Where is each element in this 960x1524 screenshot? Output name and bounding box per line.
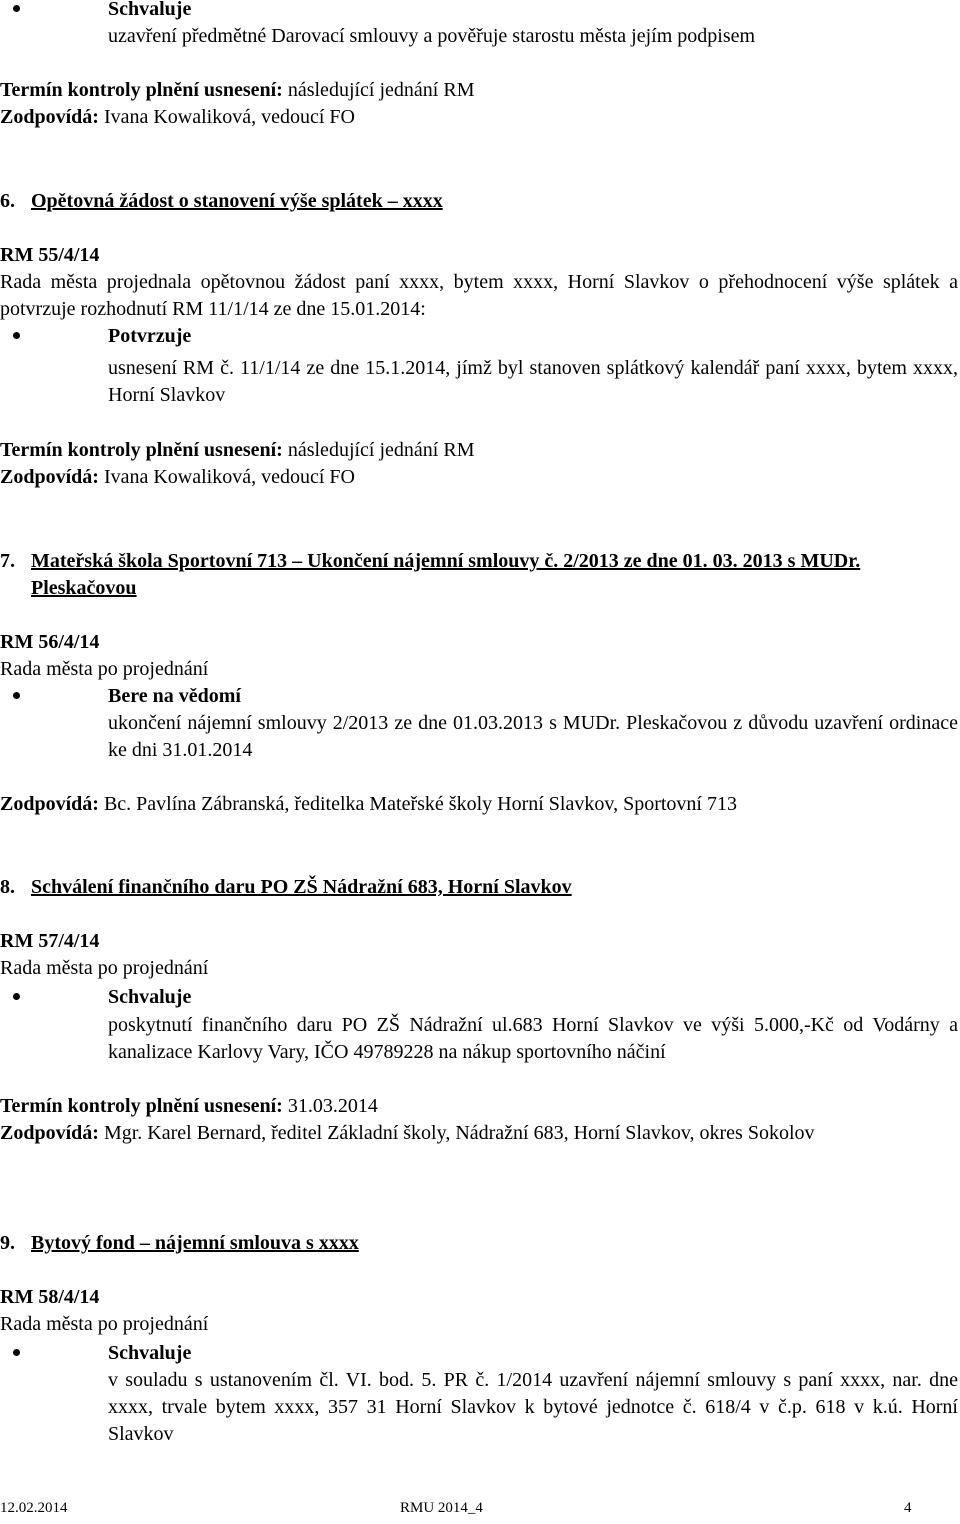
term-line [0, 1093, 958, 1120]
term-label: Termín kontroly plnění usnesení: [0, 439, 283, 461]
bullet-text: v souladu s ustanovením čl. VI. bod. 5. PR č. 1/2014 uzavření nájemní smlouvy s paní xxxx, nar. dne xxxx, trvale bytem xxxx, 357 31 Horní Slavkov k bytové jednotce č. 618/4 v č.p. 618 v k.ú. Horní Slavkov [108, 1369, 958, 1445]
responsible-value: Bc. Pavlína Zábranská, ředitelka Mateřské školy Horní Slavkov, Sportovní 713 [98, 793, 737, 815]
item-heading [0, 1230, 958, 1257]
responsible-line [0, 464, 958, 491]
responsible-label: Zodpovídá: [0, 106, 99, 128]
resolution-intro: Rada města po projednání [0, 658, 209, 680]
term-line [0, 77, 958, 104]
responsible-label: Zodpovídá: [0, 466, 99, 488]
term-label: Termín kontroly plnění usnesení: [0, 79, 283, 101]
bullet-label: Schvaluje [108, 1342, 192, 1364]
responsible-line [0, 104, 958, 131]
bullet-dot-icon [13, 5, 20, 12]
bullet-label: Potvrzuje [108, 325, 192, 347]
bullet-text: uzavření předmětné Darovací smlouvy a pověřuje starostu města jejím podpisem [108, 25, 756, 47]
term-value: následující jednání RM [282, 439, 475, 461]
resolution-number: RM 57/4/14 [0, 930, 100, 952]
item-heading [0, 548, 958, 602]
bullet-text: ukončení nájemní smlouvy 2/2013 ze dne 01.03.2013 s MUDr. Pleskačovou z důvodu uzavření ordinace ke dni 31.01.2014 [108, 712, 958, 761]
item-number: 8. [0, 876, 15, 898]
bullet-dot-icon [13, 1349, 20, 1356]
responsible-value: Ivana Kowaliková, vedoucí FO [98, 106, 355, 128]
bullet-dot-icon [13, 332, 20, 339]
term-value: 31.03.2014 [282, 1095, 378, 1117]
footer-document-code: RMU 2014_4 [400, 1500, 483, 1516]
bullet-dot-icon [13, 692, 20, 699]
item-number: 7. [0, 550, 15, 572]
bullet-text: usnesení RM č. 11/1/14 ze dne 15.1.2014, jímž byl stanoven splátkový kalendář paní xxxx, bytem xxxx, Horní Slavkov [108, 357, 958, 406]
term-value: následující jednání RM [282, 79, 475, 101]
bullet-dot-icon [13, 993, 20, 1000]
resolution-number: RM 58/4/14 [0, 1286, 100, 1308]
responsible-label: Zodpovídá: [0, 1122, 99, 1144]
responsible-line [0, 1120, 958, 1147]
responsible-value: Mgr. Karel Bernard, ředitel Základní školy, Nádražní 683, Horní Slavkov, okres Sokolov [98, 1122, 815, 1144]
term-label: Termín kontroly plnění usnesení: [0, 1095, 283, 1117]
item-heading [0, 874, 958, 901]
item-title: Schválení finančního daru PO ZŠ Nádražní 683, Horní Slavkov [31, 876, 572, 898]
responsible-value: Ivana Kowaliková, vedoucí FO [98, 466, 355, 488]
resolution-intro: Rada města po projednání [0, 957, 209, 979]
item-title: Mateřská škola Sportovní 713 – Ukončení nájemní smlouvy č. 2/2013 ze dne 01. 03. 2013 s MUDr. Pleskačovou [31, 550, 861, 599]
resolution-intro: Rada města po projednání [0, 1313, 209, 1335]
footer-page-number: 4 [904, 1500, 912, 1516]
bullet-label: Schvaluje [108, 0, 192, 20]
footer-date: 12.02.2014 [0, 1500, 68, 1516]
item-title: Opětovná žádost o stanovení výše splátek – xxxx [31, 190, 443, 212]
item-heading [0, 188, 958, 215]
term-line [0, 437, 958, 464]
resolution-intro: Rada města projednala opětovnou žádost paní xxxx, bytem xxxx, Horní Slavkov o přehodnocení výše splátek a potvrzuje rozhodnutí RM 11/1/14 ze dne 15.01.2014: [0, 271, 958, 320]
item-number: 6. [0, 190, 15, 212]
bullet-label: Bere na vědomí [108, 685, 241, 707]
bullet-text: poskytnutí finančního daru PO ZŠ Nádražní ul.683 Horní Slavkov ve výši 5.000,-Kč od Vodárny a kanalizace Karlovy Vary, IČO 49789228 na nákup sportovního náčiní [108, 1014, 958, 1063]
item-number: 9. [0, 1232, 15, 1254]
responsible-label: Zodpovídá: [0, 793, 99, 815]
resolution-number: RM 56/4/14 [0, 631, 100, 653]
item-title: Bytový fond – nájemní smlouva s xxxx [31, 1232, 359, 1254]
responsible-line [0, 791, 958, 818]
bullet-label: Schvaluje [108, 986, 192, 1008]
resolution-number: RM 55/4/14 [0, 244, 100, 266]
